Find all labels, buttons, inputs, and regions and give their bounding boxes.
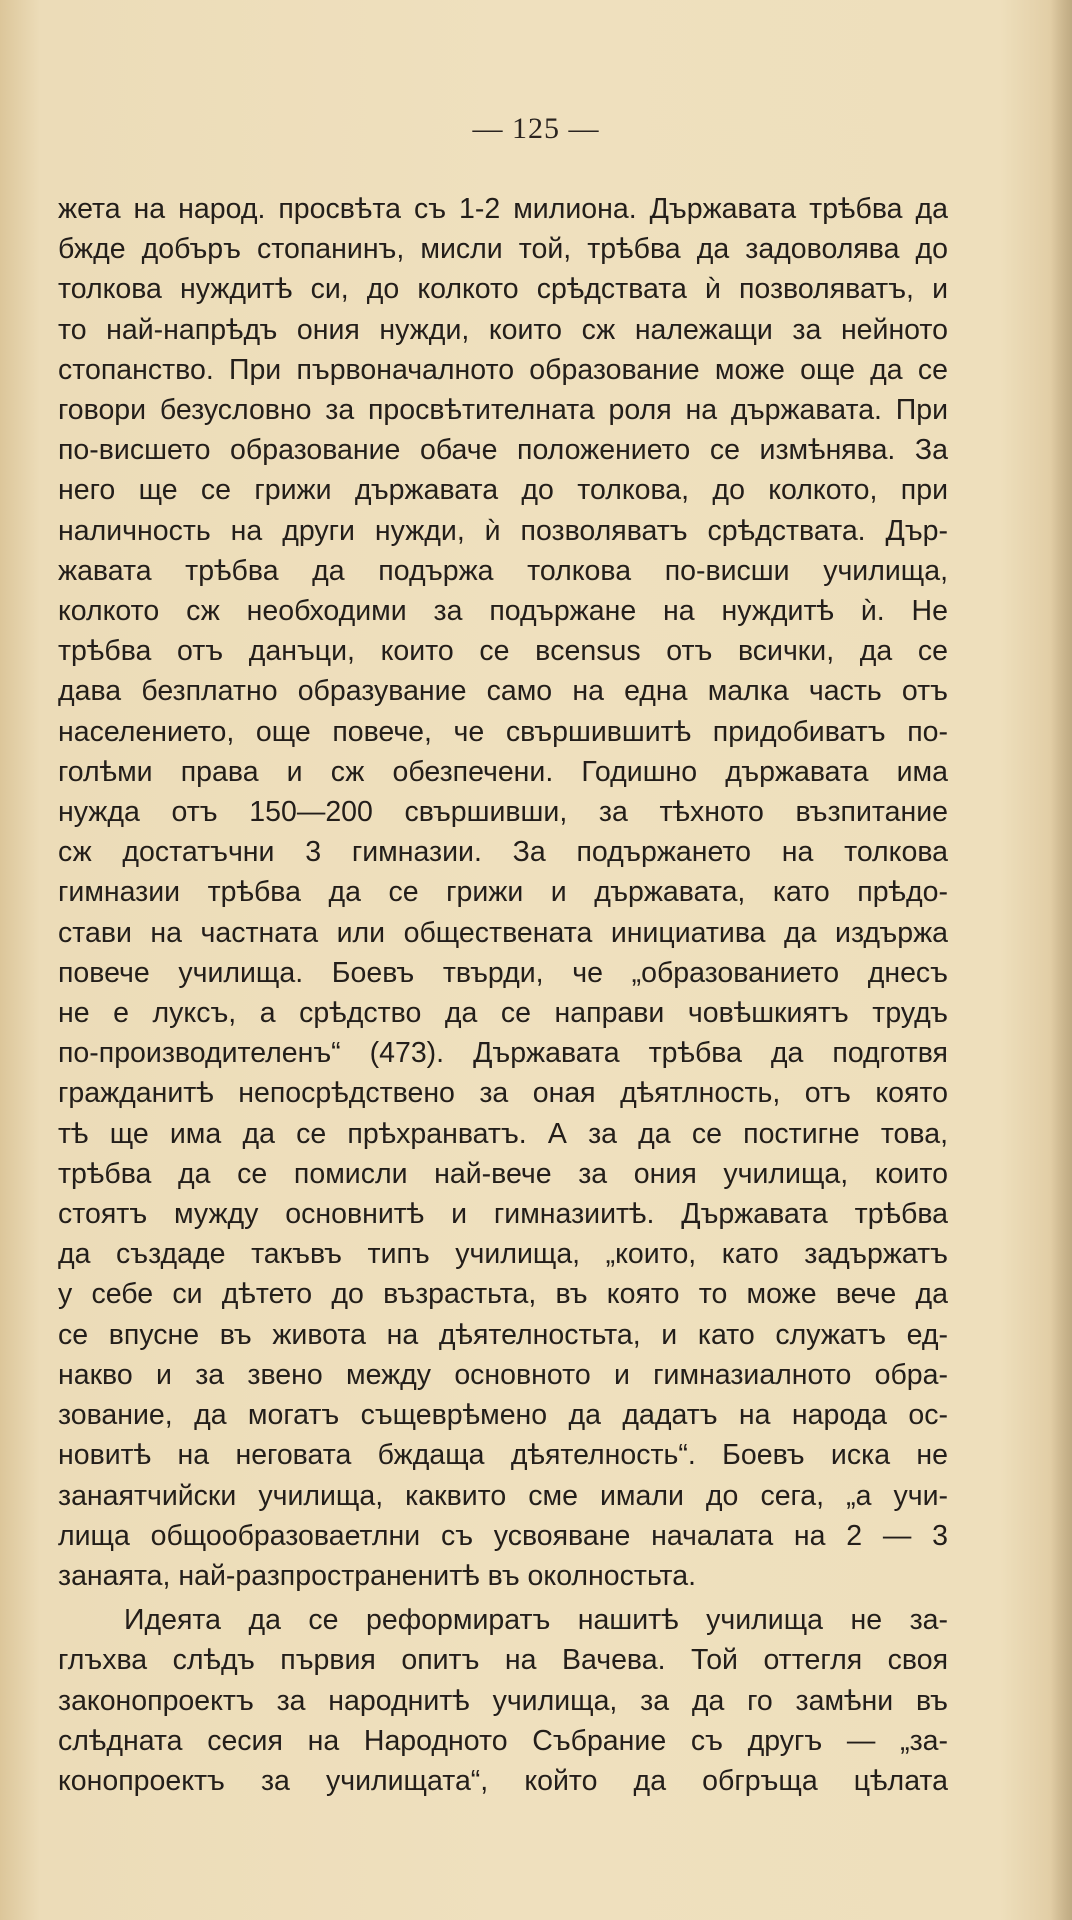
text-line: конопроектъ за училищата“, който да обгръща цѣлата [58,1764,948,1797]
text-line: сж достатъчни 3 гимназии. За подържането на толкова [58,836,948,869]
text-line: него ще се грижи държавата до толкова, до колкото, при [58,474,948,507]
text-line: новитѣ на неговата бждаща дѣятелность“. Боевъ иска не [58,1439,948,1472]
text-line: толкова нуждитѣ си, до колкото срѣдствата ѝ позволяватъ, и [58,273,948,306]
text-line: населението, още повече, че свършившитѣ придобиватъ по- [58,715,948,748]
text-line: се впусне въ живота на дѣятелностьта, и като служатъ ед- [58,1318,948,1351]
text-line: лища общообразоваетлни съ усвояване началата на 2 — 3 [58,1519,948,1552]
text-line: гимназии трѣбва да се грижи и държавата, като прѣдо- [58,876,948,909]
text-line: глъхва слѣдъ първия опитъ на Вачева. Той оттегля своя [58,1644,948,1677]
text-line: повече училища. Боевъ твърди, че „образованието днесъ [58,956,948,989]
text-line: бжде добъръ стопанинъ, мисли той, трѣбва да задоволява до [58,233,948,266]
text-line: то най-напрѣдъ ония нужди, които сж належащи за нейното [58,313,948,346]
text-line: слѣдната сесия на Народното Събрание съ другъ — „за- [58,1724,948,1757]
text-line: Идеята да се реформиратъ нашитѣ училища не за- [124,1604,948,1637]
text-line: законопроектъ за народнитѣ училища, за да го замѣни въ [58,1684,948,1717]
text-line: говори безусловно за просвѣтителната роля на държавата. При [58,394,948,427]
text-line: жавата трѣбва да подържа толкова по-висши училища, [58,554,948,587]
text-line: голѣми права и сж обезпечени. Годишно държавата има [58,755,948,788]
text-line: трѣбва отъ данъци, които се вcensus отъ всички, да се [58,635,948,668]
page-number-header: — 125 — [472,112,600,145]
paragraph-1 [58,189,948,1596]
text-line: жета на народ. просвѣта съ 1-2 милиона. Държавата трѣбва да [58,193,948,225]
page-edge-shadow [1050,0,1072,1920]
text-line: нужда отъ 150—200 свършивши, за тѣхното възпитание [58,796,948,829]
text-line: накво и за звено между основното и гимназиалното обра- [58,1358,948,1391]
text-line: не е луксъ, а срѣдство да се направи човѣшкиятъ трудъ [58,997,948,1030]
text-line: по-висшето образование обаче положението се измѣнява. За [58,434,948,467]
text-line: занаята, най-разпространенитѣ въ околностьта. [58,1559,697,1592]
text-line: колкото сж необходими за подържане на нуждитѣ ѝ. Не [58,595,948,628]
text-line: трѣбва да се помисли най-вече за ония училища, които [58,1157,948,1190]
body-text [58,189,948,1801]
text-line: зование, да могатъ същеврѣмено да дадатъ на народа ос- [58,1399,948,1432]
text-line: у себе си дѣтето до възрастьта, въ която то може вече да [58,1278,948,1311]
text-line: стави на частната или обществената инициатива да издържа [58,916,948,949]
text-line: стопанство. При първоначалното образование може още да се [58,353,948,386]
text-line: дава безплатно образувание само на една малка часть отъ [58,675,948,708]
text-line: тѣ ще има да се прѣхранватъ. А за да се постигне това, [58,1117,948,1150]
text-line: по-производителенъ“ (473). Държавата трѣбва да подготвя [58,1037,948,1070]
text-line: стоятъ мужду основнитѣ и гимназиитѣ. Държавата трѣбва [58,1198,948,1231]
paragraph-2 [58,1600,948,1801]
text-line: гражданитѣ непосрѣдствено за оная дѣятлность, отъ която [58,1077,948,1110]
text-line: да създаде такъвъ типъ училища, „които, като задържатъ [58,1238,948,1271]
text-line: занаятчийски училища, каквито сме имали до сега, „а учи- [58,1479,948,1512]
text-line: наличность на други нужди, ѝ позволяватъ срѣдствата. Дър- [58,514,948,547]
